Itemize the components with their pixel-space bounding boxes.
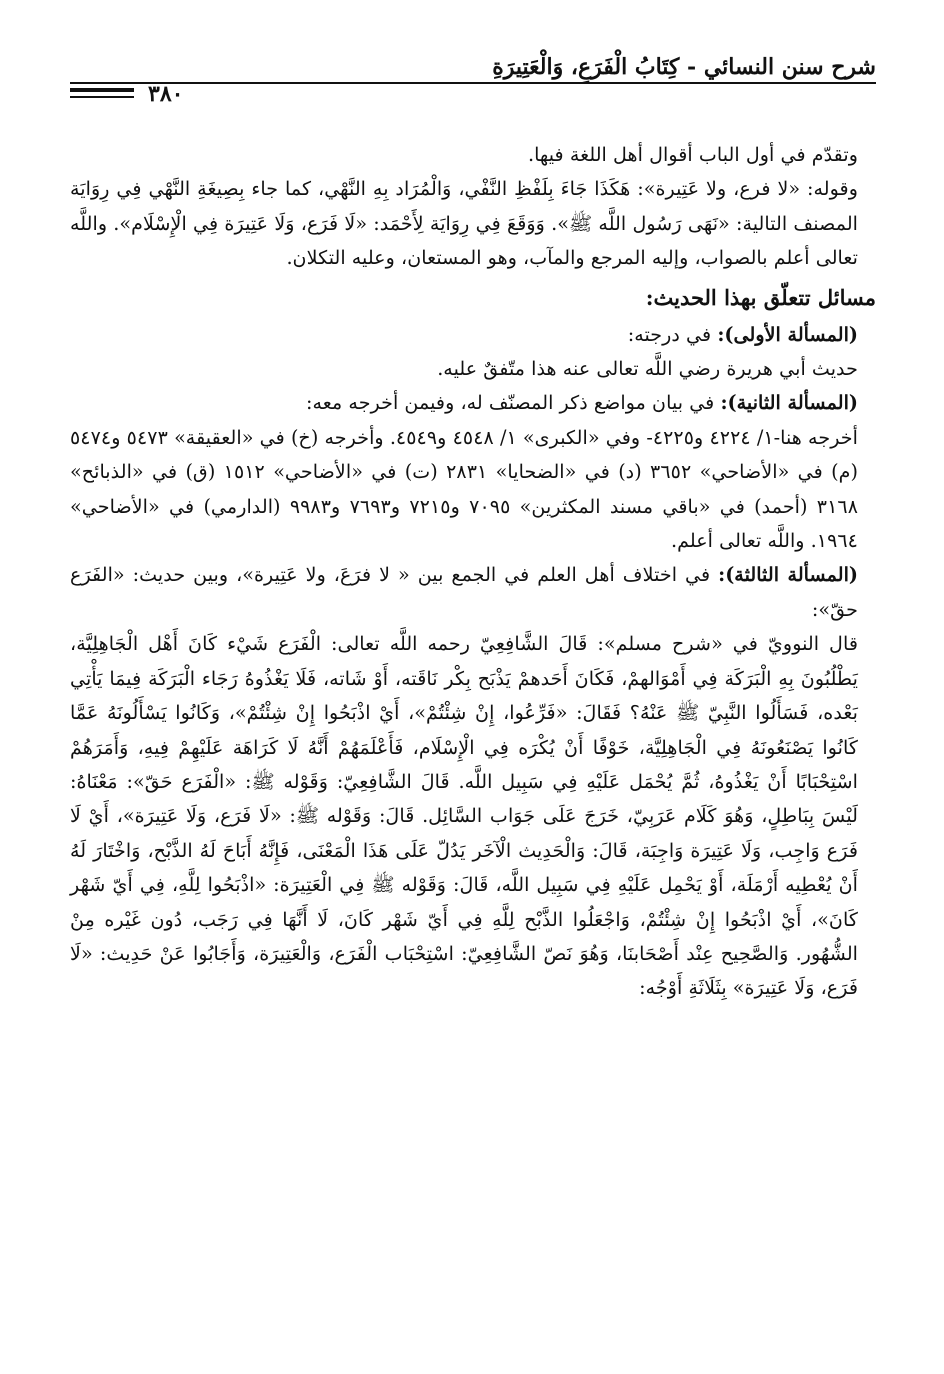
issue-1-label: (المسألة الأولى): bbox=[717, 322, 858, 346]
body-text bbox=[70, 138, 876, 1006]
document-page bbox=[70, 52, 876, 1006]
issue-3-heading bbox=[70, 558, 876, 627]
page-number-rule-thin bbox=[70, 96, 134, 98]
issue-2-label: (المسألة الثانية): bbox=[720, 391, 858, 415]
issue-2-heading bbox=[70, 386, 876, 420]
issue-2-title: في بيان مواضع ذكر المصنّف له، وفيمن أخرجه معه: bbox=[306, 391, 715, 415]
issue-3-title: في اختلاف أهل العلم في الجمع بين « لا فرَعَ، ولا عَتِيرة»، وبين حديث: «الفَرَع حقّ»: bbox=[70, 563, 858, 621]
running-header bbox=[70, 52, 876, 107]
section-title: مسائل تتعلّق بهذا الحديث: bbox=[645, 284, 876, 310]
header-rule bbox=[70, 82, 876, 84]
issue-1-text: حديث أبي هريرة رضي اللَّه تعالى عنه هذا متّفقٌ عليه. bbox=[437, 357, 858, 381]
running-head-title: شرح سنن النسائي - كِتَابُ الْفَرَعِ، وَالْعَتِيرَةِ bbox=[492, 54, 876, 80]
paragraph-hadith-explanation: وقوله: «لا فرع، ولا عَتِيرة»: هَكَذَا جَاءَ بِلَفْظِ النَّفْي، وَالْمُرَاد بِهِ النَّهْي، كما جاء بِصِيغَةِ النَّهْي فِي رِوَايَة المصنف التالية: «نَهَى رَسُول اللَّه ﷺ». وَوَقَعَ فِي رِوَايَة لِأَحْمَد: «لَا فَرَع، وَلَا عَتِيرَة فِي الْإِسْلَام». واللَّه تعالى أعلم بالصواب، وإليه المرجع والمآب، وهو المستعان، وعليه التكلان. bbox=[70, 177, 858, 270]
issue-1-title: في درجته: bbox=[627, 322, 712, 346]
paragraph-previous-explanation: وتقدّم في أول الباب أقوال أهل اللغة فيها. bbox=[527, 143, 858, 166]
issue-3-label: (المسألة الثالثة): bbox=[718, 563, 858, 587]
issue-3-text: قال النوويّ في «شرح مسلم»: قَالَ الشَّافِعِيّ رحمه اللَّه تعالى: الْفَرَع شَيْء كَانَ أَهْل الْجَاهِلِيَّة، يَطْلُبُونَ بِهِ الْبَرَكَة فِي أَمْوَالهمْ، فَكَانَ أَحَدهمْ يَذْبَح بِكْر نَاقَته، أَوْ شَاته، فَلَا يَغْذُوهُ رَجَاء الْبَرَكَة فِيمَا يَأْتِي بَعْده، فَسَأَلُوا النَّبِيّ ﷺ عَنْهُ؟ فَقَالَ: «فَرِّعُوا، إِنْ شِئْتُمْ»، أَيْ اذْبَحُوا إِنْ شِئْتُمْ»، وَكَانُوا يَسْأَلُونَهُ عَمَّا كَانُوا يَصْنَعُونَهُ فِي الْجَاهِلِيَّة، خَوْفًا أَنْ يُكْرَه فِي الْإِسْلَام، فَأَعْلَمَهُمْ أَنَّهُ لَا كَرَاهَة عَلَيْهِمْ فِيهِ، وَأَمَرَهُمْ اسْتِحْبَابًا أَنْ يَغْذُوهُ، ثُمَّ يُحْمَل عَلَيْهِ فِي سَبِيل اللَّه. قَالَ الشَّافِعِيّ: وَقَوْله ﷺ: «الْفَرَع حَقّ»: مَعْنَاهُ: لَيْسَ بِبَاطِلٍ، وَهُوَ كَلَام عَرَبِيّ، خَرَجَ عَلَى جَوَاب السَّائِل. قَالَ: وَقَوْله ﷺ: «لَا فَرَع، وَلَا عَتِيرَة»، أَيْ لَا فَرَع وَاجِب، وَلَا عَتِيرَة وَاجِبَة، قَالَ: وَالْحَدِيث الْآخَر يَدُلّ عَلَى هَذَا الْمَعْنَى، فَإِنَّهُ أَبَاحَ لَهُ الذَّبْح، وَاخْتَارَ لَهُ أَنْ يُعْطِيه أَرْمَلَة، أَوْ يَحْمِل عَلَيْهِ فِي سَبِيل اللَّه، قَالَ: وَقَوْله ﷺ فِي الْعَتِيرَة: «اذْبَحُوا لِلَّهِ، فِي أَيّ شَهْر كَانَ»، أَيْ اذْبَحُوا إِنْ شِئْتُمْ، وَاجْعَلُوا الذَّبْح لِلَّهِ فِي أَيّ شَهْر كَانَ، لَا أَنَّهَا فِي رَجَب، دُون غَيْره مِنْ الشُّهُور. وَالصَّحِيح عِنْد أَصْحَابنَا، وَهُوَ نَصّ الشَّافِعِيّ: اسْتِحْبَاب الْفَرَع، وَالْعَتِيرَة، وَأَجَابُوا عَنْ حَدِيث: «لَا فَرَع، وَلَا عَتِيرَة» بِثَلَاثَةِ أَوْجُه: bbox=[70, 632, 858, 1000]
page-number: ٣٨٠ bbox=[148, 81, 184, 107]
issue-2-text: أخرجه هنا-١/ ٤٢٢٤ و٤٢٢٥- وفي «الكبرى» ١/ ٤٥٤٨ و٤٥٤٩. وأخرجه (خ) في «العقيقة» ٥٤٧٣ و٥٤٧٤ (م) في «الأضاحي» ٣٦٥٢ (د) في «الضحايا» ٢٨٣١ (ت) في «الأضاحي» ١٥١٢ (ق) في «الذبائح» ٣١٦٨ (أحمد) في «باقي مسند المكثرين» ٧٠٩٥ و٧٢١٥ و٧٦٩٣ و٩٩٨٣ (الدارمي) في «الأضاحي» ١٩٦٤. واللَّه تعالى أعلم. bbox=[70, 425, 859, 553]
page-number-rule-thick bbox=[70, 88, 134, 92]
issue-1-heading bbox=[70, 318, 876, 352]
